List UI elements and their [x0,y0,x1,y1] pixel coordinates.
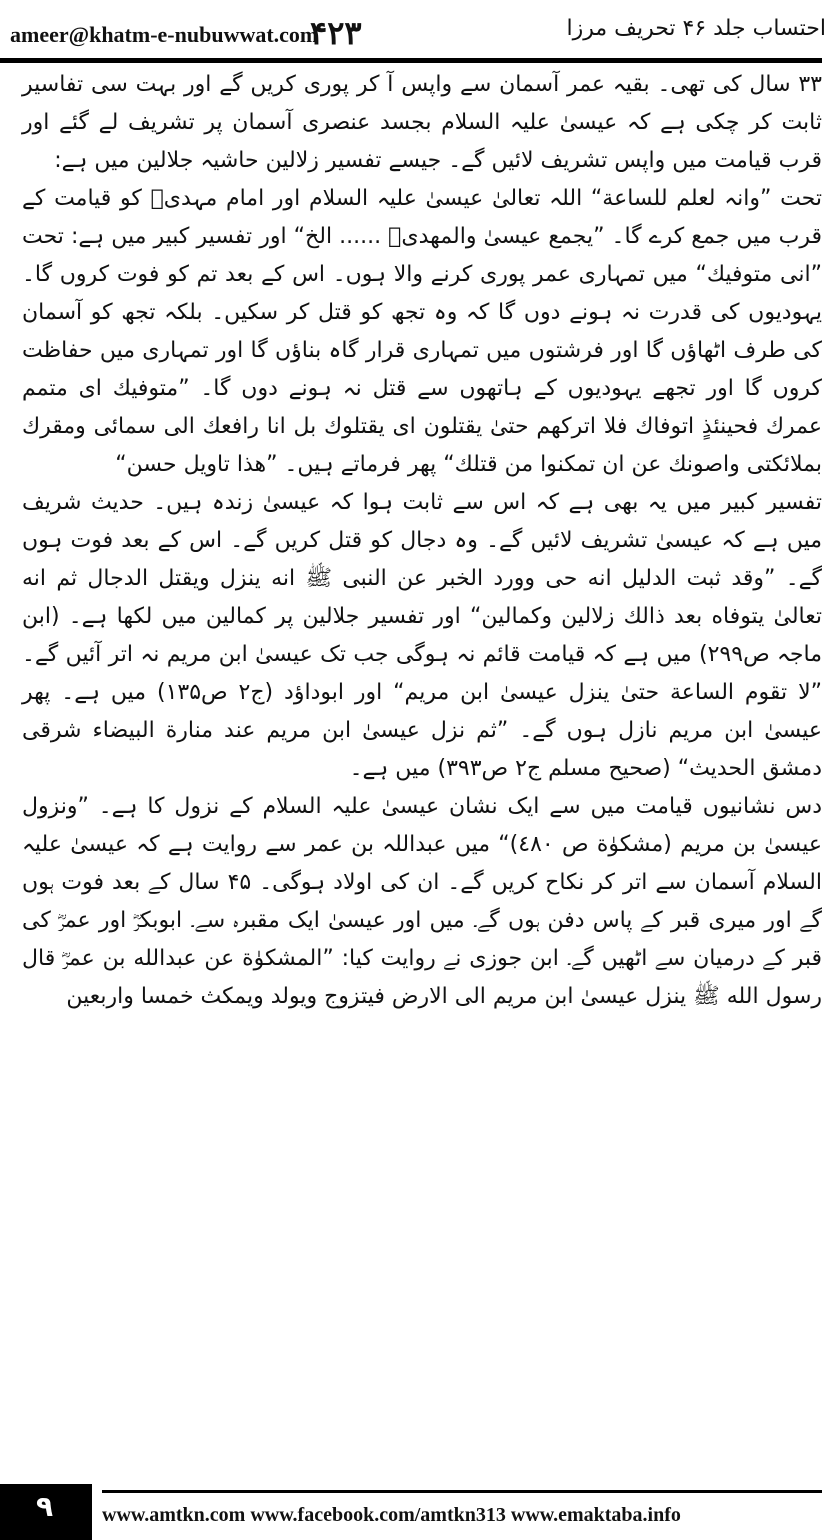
header-divider [0,58,822,63]
footer-divider [102,1490,822,1493]
paragraph-1: ۳۳ سال کی تھی۔ بقیہ عمر آسمان سے واپس آ کر پوری کریں گے اور بہت سی تفاسیر ثابت کر چکی ہے کہ عیسیٰ علیہ السلام بجسد عنصری آسمان پر تشریف لے گئے اور قرب قیامت میں واپس تشریف لائیں گے۔ جیسے تفسیر زلالین حاشیہ جلالین میں ہے: [22,72,822,173]
header-book-title: احتساب جلد ۴۶ تحریف مرزا [566,16,826,41]
paragraph-2: تحت ”وانہ لعلم للساعة“ اللہ تعالیٰ عیسیٰ علیہ السلام اور امام مہدیؒ کو قیامت کے قرب میں جمع کرے گا۔ ”یجمع عیسیٰ والمهدیؒ ...... الخ“ اور تفسیر کبیر میں ہے: تحت ”انی متوفیك“ میں تمہاری عمر پوری کرنے والا ہوں۔ اس کے بعد تم کو فوت کروں گا۔ یہودیوں کی قدرت نہ ہونے دوں گا کہ وہ تجھ کو قتل کر سکیں۔ بلکہ تجھ کو آسمان کی طرف اٹھاؤں گا اور فرشتوں میں تمہاری قرار گاہ بناؤں گا اور تمہاری میں حفاظت کروں گا اور تجھے یہودیوں کے ہاتھوں سے قتل نہ ہونے دوں گا۔ ”متوفیك ای متمم عمرك فحینئذٍ اتوفاك فلا اترکهم حتیٰ یقتلون ای یقتلوك بل انا رافعك الی سمائی ومقرك بملائكتی واصونك عن ان تمكنوا من قتلك“ پھر فرماتے ہیں۔ ”هذا تاویل حسن“ [22,186,822,477]
footer-page-number: ۹ [36,1490,54,1523]
footer-links: www.amtkn.com www.facebook.com/amtkn313 www.emaktaba.info [102,1504,681,1526]
header-email: ameer@khatm-e-nubuwwat.com [10,22,319,47]
paragraph-4: دس نشانیوں قیامت میں سے ایک نشان عیسیٰ علیہ السلام کے نزول کا ہے۔ ”ونزول عیسیٰ بن مریم (مشكوٰة ص ٤٨٠)“ میں عبداللہ بن عمر سے روایت ہے کہ عیسیٰ علیہ السلام آسمان سے اتر کر نکاح کریں گے۔ ان کی اولاد ہوگی۔ ۴۵ سال کے بعد فوت ہوں گے اور میری قبر کے پاس دفن ہوں گے۔ میں اور عیسیٰ ایک مقبرہ سے۔ ابوبکرؓ اور عمرؓ کی قبر کے درمیان سے اٹھیں گے۔ ابن جوزی نے روایت کیا: ”المشكوٰة عن عبدالله بن عمرؓ قال رسول الله ﷺ ینزل عیسیٰ ابن مریم الی الارض فیتزوج ویولد ویمكث خمسا واربعین [22,794,822,1009]
page-body [22,66,822,1446]
header-page-number: ۴۲۳ [310,14,362,52]
paragraph-3: تفسیر کبیر میں یہ بھی ہے کہ اس سے ثابت ہوا کہ عیسیٰ زندہ ہیں۔ حدیث شریف میں ہے کہ عیسیٰ تشریف لائیں گے۔ وہ دجال کو قتل کریں گے۔ اس کے بعد فوت ہوں گے۔ ”وقد ثبت الدلیل انه حی وورد الخبر عن النبی ﷺ انه ینزل ویقتل الدجال ثم انه تعالیٰ یتوفاه بعد ذالك زلالین وكمالین“ اور تفسیر جلالین پر کمالین میں لکھا ہے۔ (ابن ماجہ ص۲۹۹) میں ہے کہ قیامت قائم نہ ہوگی جب تک عیسیٰ ابن مریم نہ اتر آئیں گے۔ ”لا تقوم الساعة حتیٰ ینزل عیسیٰ ابن مریم“ اور ابوداؤد (ج۲ ص۱۳۵) میں ہے۔ پھر عیسیٰ ابن مریم نازل ہوں گے۔ ”ثم نزل عیسیٰ ابن مریم عند منارة البیضاء شرقی دمشق الحدیث“ (صحیح مسلم ج۲ ص۳۹۳) میں ہے۔ [22,490,823,781]
page-header [0,0,840,56]
